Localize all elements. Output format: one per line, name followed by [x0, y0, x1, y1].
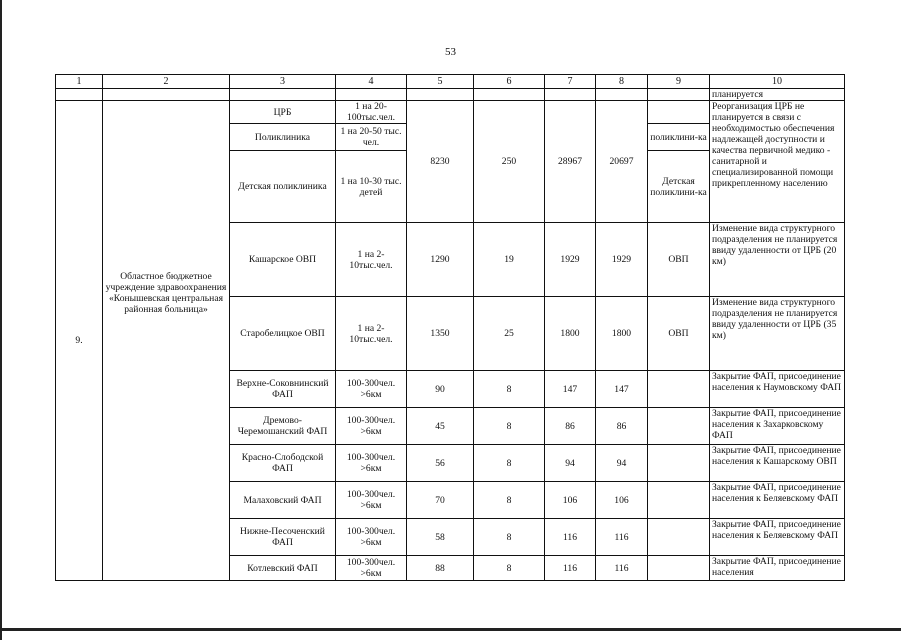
subdivision-name: Кашарское ОВП [230, 223, 336, 297]
decision-note: Изменение вида структурного подразделения не планируется ввиду удаленности от ЦРБ (20 км) [710, 223, 845, 297]
header-cell: 2 [103, 75, 230, 89]
cell-col7: 86 [545, 408, 596, 445]
header-cell: 10 [710, 75, 845, 89]
decision-note: Закрытие ФАП, присоединение населения к Наумовскому ФАП [710, 371, 845, 408]
entry-number: 9. [56, 101, 103, 581]
header-cell: 9 [648, 75, 710, 89]
institution-name [103, 101, 230, 581]
cell-col8: 116 [596, 519, 648, 556]
cell-col8: 86 [596, 408, 648, 445]
cell-col7: 94 [545, 445, 596, 482]
institution-text: Областное бюджетное учреждение здравоохранения «Конышевская центральная районная больница» [105, 270, 227, 315]
cell-col6: 8 [474, 519, 545, 556]
cell-col5: 88 [407, 556, 474, 581]
subdivision-name: Старобелицкое ОВП [230, 297, 336, 371]
subdivision-type [648, 519, 710, 556]
subdivision-type: ОВП [648, 223, 710, 297]
cell-col7: 116 [545, 556, 596, 581]
subdivision-name: Детская поликлиника [230, 151, 336, 223]
cell-col5: 58 [407, 519, 474, 556]
subdivision-name: Поликлиника [230, 124, 336, 151]
subdivision-type: Детская поликлини-ка [648, 151, 710, 223]
decision-note: Закрытие ФАП, присоединение населения к Кашарскому ОВП [710, 445, 845, 482]
subdivision-type [648, 556, 710, 581]
cell-col5: 90 [407, 371, 474, 408]
scan-edge-line [0, 628, 901, 631]
cell-col8: 1929 [596, 223, 648, 297]
subdivision-type [648, 445, 710, 482]
subdivision-type [648, 408, 710, 445]
subdivision-name: Дремово-Черемошанский ФАП [230, 408, 336, 445]
cell-col6: 19 [474, 223, 545, 297]
page-number: 53 [445, 46, 456, 58]
service-norm: 100-300чел. >6км [336, 482, 407, 519]
cell-col6: 8 [474, 556, 545, 581]
cell-col7: 1800 [545, 297, 596, 371]
cell-col5: 1290 [407, 223, 474, 297]
cell-col8: 116 [596, 556, 648, 581]
service-norm: 1 на 20-50 тыс. чел. [336, 124, 407, 151]
cell-col8: 106 [596, 482, 648, 519]
cell-col8: 147 [596, 371, 648, 408]
header-cell: 5 [407, 75, 474, 89]
header-cell: 3 [230, 75, 336, 89]
cell-col5: 45 [407, 408, 474, 445]
subdivision-name: Малаховский ФАП [230, 482, 336, 519]
header-row [56, 75, 845, 89]
header-cell: 4 [336, 75, 407, 89]
cell-col7: 1929 [545, 223, 596, 297]
header-cell: 6 [474, 75, 545, 89]
service-norm: 100-300чел. >6км [336, 556, 407, 581]
subdivision-name: ЦРБ [230, 101, 336, 124]
scan-edge-line [0, 0, 2, 640]
decision-note: Закрытие ФАП, присоединение населения к Беляевскому ФАП [710, 482, 845, 519]
cell-col6: 8 [474, 482, 545, 519]
decision-note: Реорганизация ЦРБ не планируется в связи с необходимостью обеспечения надлежащей доступности и качества первичной медико - санитарной и специализированной помощи прикрепленному населению [710, 101, 845, 223]
service-norm: 1 на 2-10тыс.чел. [336, 223, 407, 297]
cell-col8: 20697 [596, 101, 648, 223]
subdivision-type [648, 482, 710, 519]
subdivision-name: Котлевский ФАП [230, 556, 336, 581]
cell-col6: 8 [474, 408, 545, 445]
decision-note: Изменение вида структурного подразделения не планируется ввиду удаленности от ЦРБ (35 км) [710, 297, 845, 371]
cell-col8: 94 [596, 445, 648, 482]
decision-note: Закрытие ФАП, присоединение населения [710, 556, 845, 581]
decision-note: Закрытие ФАП, присоединение населения к Беляевскому ФАП [710, 519, 845, 556]
cell-col8: 1800 [596, 297, 648, 371]
header-cell: 8 [596, 75, 648, 89]
subdivision-type [648, 371, 710, 408]
service-norm: 1 на 20-100тыс.чел. [336, 101, 407, 124]
service-norm: 1 на 2-10тыс.чел. [336, 297, 407, 371]
cell-col5: 56 [407, 445, 474, 482]
cell-col5: 1350 [407, 297, 474, 371]
cell-col6: 8 [474, 445, 545, 482]
header-cell: 7 [545, 75, 596, 89]
subdivision-type: ОВП [648, 297, 710, 371]
table-row [56, 101, 845, 124]
cell-col7: 116 [545, 519, 596, 556]
subdivision-type [648, 101, 710, 124]
header-cell: 1 [56, 75, 103, 89]
subdivision-name: Верхне-Соковнинский ФАП [230, 371, 336, 408]
cell-col6: 25 [474, 297, 545, 371]
service-norm: 1 на 10-30 тыс. детей [336, 151, 407, 223]
service-norm: 100-300чел. >6км [336, 445, 407, 482]
cell-col7: 147 [545, 371, 596, 408]
subdivision-name: Нижне-Песоченский ФАП [230, 519, 336, 556]
cell-col7: 28967 [545, 101, 596, 223]
service-norm: 100-300чел. >6км [336, 371, 407, 408]
cell-col6: 250 [474, 101, 545, 223]
service-norm: 100-300чел. >6км [336, 408, 407, 445]
healthcare-facilities-table [55, 74, 845, 581]
service-norm: 100-300чел. >6км [336, 519, 407, 556]
cell-col5: 8230 [407, 101, 474, 223]
cell-col6: 8 [474, 371, 545, 408]
continuation-row [56, 89, 845, 101]
decision-note: Закрытие ФАП, присоединение населения к Захарковскому ФАП [710, 408, 845, 445]
cell-col5: 70 [407, 482, 474, 519]
subdivision-name: Красно-Слободской ФАП [230, 445, 336, 482]
subdivision-type: поликлини-ка [648, 124, 710, 151]
cell-col7: 106 [545, 482, 596, 519]
continuation-text: планируется [710, 89, 845, 101]
